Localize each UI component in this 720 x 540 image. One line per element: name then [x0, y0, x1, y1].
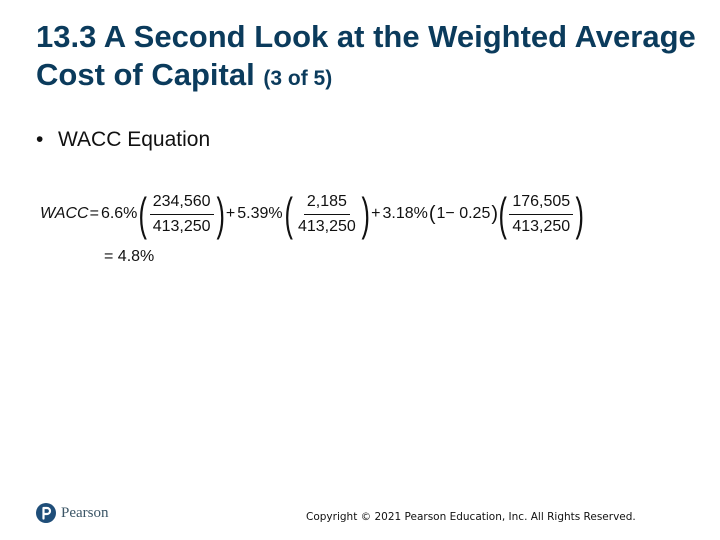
eq-term3-fraction — [507, 192, 575, 237]
eq-term2-fraction-group — [284, 187, 371, 241]
eq-plus-1: + — [225, 205, 236, 222]
eq-term1-fraction — [148, 192, 216, 237]
eq-term1-denominator: 413,250 — [152, 217, 211, 235]
slide-title-sub: (3 of 5) — [263, 67, 333, 90]
pearson-wordmark: Pearson — [61, 504, 109, 521]
eq-tax-open-paren: ( — [428, 202, 436, 225]
eq-tax-expression: 1− 0.25 — [436, 205, 491, 222]
pearson-logo — [36, 503, 109, 523]
eq-term2-fraction — [293, 192, 361, 237]
eq-term3-fraction-group — [498, 187, 585, 241]
bullet-item — [36, 127, 210, 153]
bullet-dot-icon: • — [36, 128, 44, 151]
eq-term2-denominator: 413,250 — [297, 217, 356, 235]
eq-term3-numerator: 176,505 — [509, 192, 573, 215]
pearson-p-icon — [36, 503, 56, 523]
eq-tax-close-paren: ) — [491, 202, 499, 225]
eq-term3-denominator: 413,250 — [512, 217, 571, 235]
left-paren: ( — [498, 188, 507, 240]
eq-term2-numerator: 2,185 — [304, 192, 350, 215]
right-paren: ) — [361, 188, 370, 240]
eq-equals: = — [89, 205, 99, 222]
copyright-notice: Copyright © 2021 Pearson Education, Inc. All Rights Reserved. — [306, 511, 636, 523]
left-paren: ( — [284, 188, 293, 240]
slide-title — [36, 18, 696, 98]
left-paren: ( — [138, 188, 148, 240]
eq-lhs: WACC — [40, 205, 89, 222]
right-paren: ) — [575, 188, 585, 240]
eq-term3-rate: 3.18% — [382, 205, 428, 222]
eq-term2-rate: 5.39% — [237, 205, 283, 222]
eq-result: = 4.8% — [104, 248, 155, 265]
eq-term1-rate: 6.6% — [100, 205, 138, 222]
slide-title-main: 13.3 A Second Look at the Weighted Average Cost of Capital — [36, 19, 696, 92]
right-paren: ) — [216, 188, 225, 240]
wacc-equation — [40, 183, 585, 245]
eq-plus-2: + — [371, 205, 381, 222]
eq-term1-fraction-group — [138, 187, 225, 241]
eq-term1-numerator: 234,560 — [150, 192, 214, 215]
bullet-text: WACC Equation — [58, 128, 211, 151]
